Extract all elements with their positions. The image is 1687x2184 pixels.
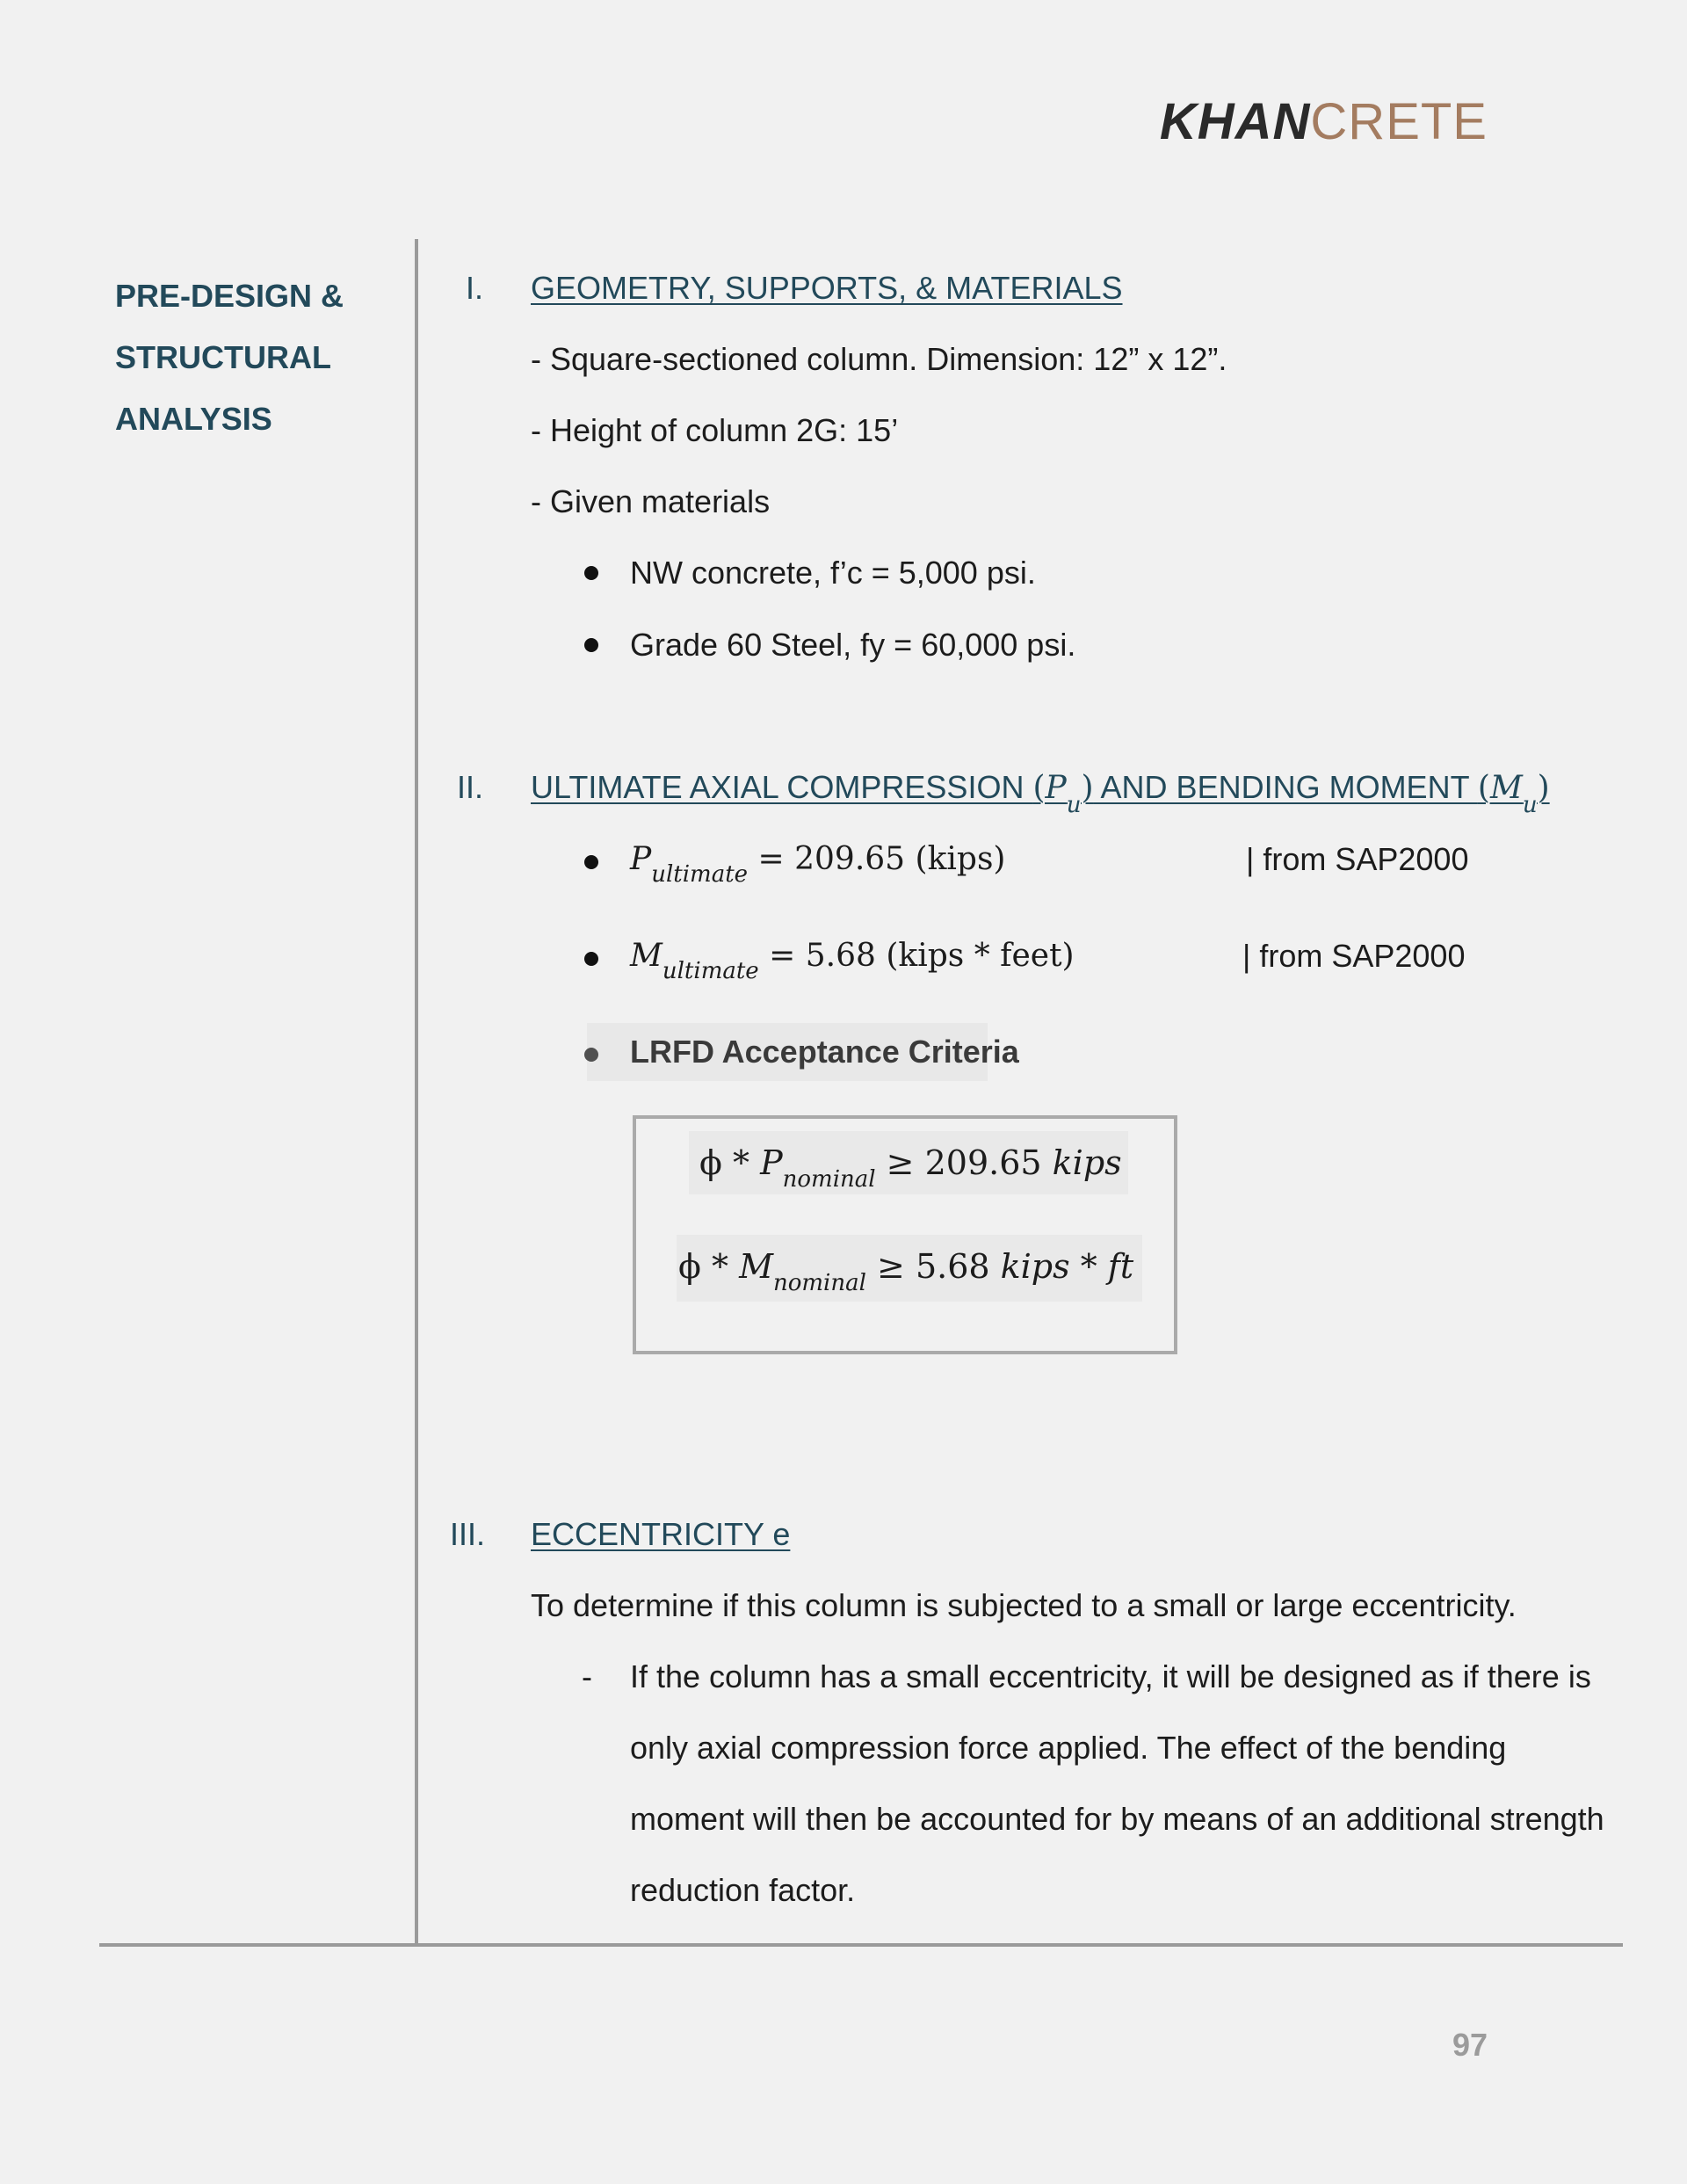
page-number: 97 <box>1452 2027 1488 2063</box>
phi-pn-criterion: $\phi * P_{nominal} \ge 209.65$ kips <box>699 1143 1122 1193</box>
p-ultimate-source: | from SAP2000 <box>1246 841 1469 877</box>
p-ultimate-equation: $P_{ultimate} = 209.65$ (kips) <box>630 841 1006 888</box>
bullet-dot <box>584 566 598 580</box>
bullet-dot <box>584 638 598 652</box>
m-ultimate-source: | from SAP2000 <box>1242 938 1466 974</box>
section-2-number: II. <box>457 769 484 805</box>
section-3-paragraph-line: only axial compression force applied. The effect of the bending <box>630 1730 1507 1766</box>
section-1-number: I. <box>466 270 484 306</box>
sidebar-title-line: PRE-DESIGN & <box>115 278 344 314</box>
section-2-heading-part: AND BENDING MOMENT <box>1093 769 1478 805</box>
brand-logo <box>1159 93 1488 150</box>
section-3-heading: ECCENTRICITY e <box>531 1516 791 1552</box>
section-1-line: - Height of column 2G: 15’ <box>531 412 899 448</box>
pu-symbol: $(P_u)$ <box>1032 770 1094 818</box>
section-1-line: - Square-sectioned column. Dimension: 12” x 12”. <box>531 341 1227 377</box>
mu-symbol: $(M_u)$ <box>1477 770 1550 818</box>
section-3-paragraph-line: reduction factor. <box>630 1872 856 1908</box>
lrfd-criteria-label: LRFD Acceptance Criteria <box>630 1034 1019 1070</box>
section-3-paragraph-line: moment will then be accounted for by means of an additional strength <box>630 1801 1604 1837</box>
section-1-heading: GEOMETRY, SUPPORTS, & MATERIALS <box>531 270 1123 306</box>
bullet-dot <box>584 855 598 869</box>
bullet-dot <box>584 1048 598 1062</box>
bullet-dot <box>584 952 598 966</box>
section-sidebar-title <box>115 265 379 450</box>
section-2-heading-part: ULTIMATE AXIAL COMPRESSION <box>531 769 1033 805</box>
horizontal-divider <box>99 1943 1623 1947</box>
sidebar-title-line: ANALYSIS <box>115 401 272 437</box>
logo-part-crete: CRETE <box>1310 93 1488 150</box>
section-2-heading <box>531 768 1550 819</box>
criteria-formula-box <box>633 1115 1177 1354</box>
section-1-line: - Given materials <box>531 483 771 519</box>
section-1-bullet: NW concrete, f’c = 5,000 psi. <box>630 555 1036 591</box>
vertical-divider <box>415 239 418 1946</box>
section-3-dash: - <box>582 1658 592 1694</box>
sidebar-title-line: STRUCTURAL <box>115 339 331 375</box>
section-3-paragraph-line: If the column has a small eccentricity, it will be designed as if there is <box>630 1658 1591 1694</box>
section-3-intro: To determine if this column is subjected to a small or large eccentricity. <box>531 1587 1517 1623</box>
m-ultimate-equation: $M_{ultimate} = 5.68$ (kips * feet) <box>630 938 1075 984</box>
phi-mn-criterion: $\phi * M_{nominal} \ge 5.68$ kips * ft <box>678 1247 1134 1296</box>
logo-part-khan: KHAN <box>1159 93 1311 150</box>
section-3-number: III. <box>450 1516 486 1552</box>
section-1-bullet: Grade 60 Steel, fy = 60,000 psi. <box>630 627 1076 663</box>
